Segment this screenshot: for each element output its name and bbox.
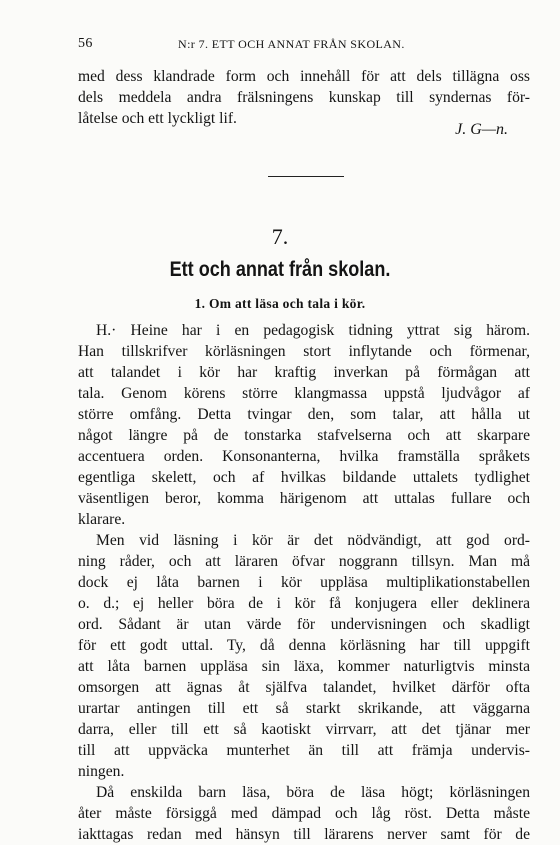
body-line: åter måste försiggå med dämpad och låg röst. Detta måste (78, 805, 530, 822)
section-title: Ett och annat från skolan. (169, 258, 391, 281)
body-line: Då enskilda barn läsa, böra de läsa högt; körläsningen (96, 784, 530, 801)
body-line: urartar antingen till ett så starkt skrikande, att väggarna (78, 700, 530, 717)
body-line: iakttagas redan med hänsyn till lärarens nerver samt för de (78, 826, 530, 843)
body-line: att låta barnen uppläsa sin läxa, kommer naturligtvis minsta (78, 658, 530, 675)
body-line: accentuera orden. Konsonanterna, hvilka framställa språkets (78, 448, 530, 465)
intro-line: låtelse och ett lyckligt lif. (78, 110, 237, 127)
body-line: omsorgen att ägnas åt själfva talandet, hvilket därför ofta (78, 679, 530, 696)
body-line: tala. Genom körens större klangmassa uppstå ljudvågor af (78, 385, 530, 402)
body-line: o. d.; ej heller böra de i kör få konjugera eller deklinera (78, 595, 530, 612)
body-line: väsentligen beror, komma härigenom att uttalas fullare och (78, 490, 530, 507)
body-line: större omfång. Detta tvingar den, som talar, att hålla ut (78, 406, 530, 423)
intro-line: dels meddela andra frälsningens kunskap till syndernas för- (78, 89, 530, 106)
body-line: Men vid läsning i kör är det nödvändigt, att god ord- (96, 532, 530, 549)
body-line: egentliga skelett, och af hvilkas bildande uttalets tydlighet (78, 469, 530, 486)
body-line: något längre på de tonstarka stafvelserna och att skarpare (78, 427, 530, 444)
section-number: 7. (271, 224, 289, 249)
signature: J. G—n. (455, 121, 508, 138)
intro-line: med dess klandrade form och innehåll för att dels tillägna oss (78, 68, 530, 85)
body-line: ningen. (78, 763, 125, 780)
body-line: darra, eller till ett så kaotiskt virrvarr, att det tjänar mer (78, 721, 530, 738)
page-number: 56 (78, 36, 93, 51)
body-line: dock ej låta barnen i kör uppläsa multiplikationstabellen (78, 574, 530, 591)
body-line: ord. Sådant är utan värde för undervisningen och skadligt (78, 616, 530, 633)
running-title: N:r 7. ETT OCH ANNAT FRÅN SKOLAN. (178, 37, 405, 51)
body-line: klarare. (78, 511, 126, 528)
body-line: ning råder, och att läraren öfvar noggrann tillsyn. Man må (78, 553, 530, 570)
body-line: till att uppväcka munterhet än till att främja undervis- (78, 742, 530, 759)
body-line: H.· Heine har i en pedagogisk tidning yttrat sig härom. (96, 322, 530, 339)
body-line: Han tillskrifver körläsningen stort inflytande och förmenar, (78, 343, 530, 360)
subsection-heading: 1. Om att läsa och tala i kör. (194, 296, 366, 311)
body-line: att talandet i kör har kraftig inverkan på förmågan att (78, 364, 530, 381)
body-line: för ett godt uttal. Ty, då denna körläsning har till uppgift (78, 637, 530, 654)
section-divider (268, 176, 344, 177)
running-header (78, 36, 530, 56)
